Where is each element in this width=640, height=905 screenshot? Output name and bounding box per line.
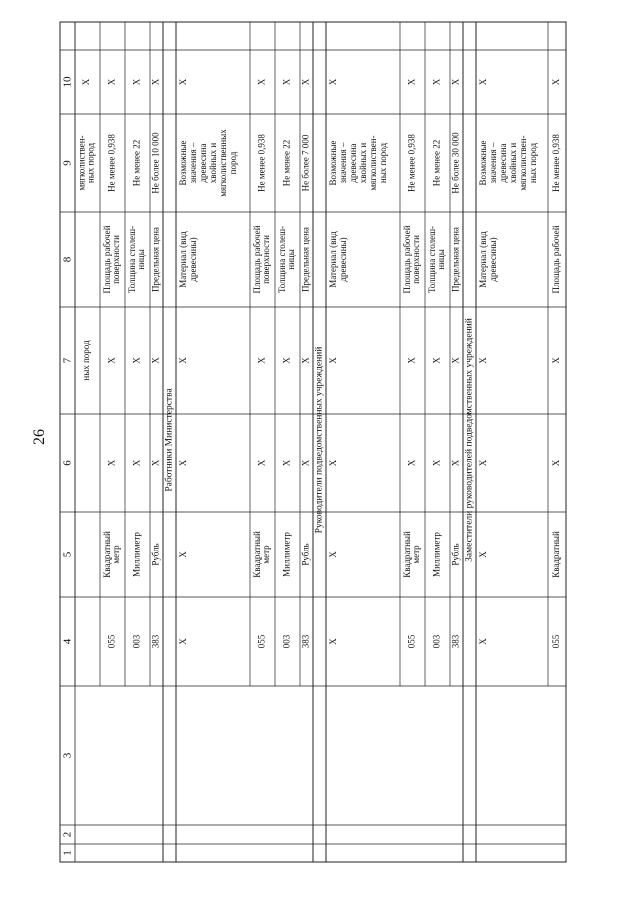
top-row2-col5-line-0: Рубль bbox=[150, 543, 161, 566]
section-2-material-col9-line-2: древесина bbox=[498, 143, 509, 183]
section-0-material-col9-line-0: Возможные bbox=[178, 140, 189, 186]
section-1-row2-col4: 383 bbox=[450, 634, 461, 649]
top-row1-col4: 003 bbox=[131, 634, 142, 649]
top-row2-col7: X bbox=[150, 357, 161, 364]
section-0-material-col8-line-0: Материал (вид bbox=[178, 231, 189, 288]
column-header-7: 7 bbox=[61, 357, 74, 364]
section-2-material-col4: X bbox=[478, 638, 489, 645]
section-0-row0-col9: Не менее 0,938 bbox=[256, 134, 267, 192]
section-1-material-col10: X bbox=[328, 78, 339, 86]
top-row1-col5-line-0: Миллиметр bbox=[131, 532, 142, 577]
top-row2-col9: Не более 10 000 bbox=[150, 132, 161, 194]
section-2-material-col9-line-5: ных пород bbox=[528, 142, 539, 184]
top-row0-col9: Не менее 0,938 bbox=[106, 134, 117, 192]
section-1-row0-col8-line-0: Площадь рабочей bbox=[402, 225, 413, 294]
section-0-row2-col6: X bbox=[300, 459, 311, 467]
top-row1-col9: Не менее 22 bbox=[131, 139, 142, 187]
top-row2-col10: X bbox=[150, 78, 161, 86]
section-0-material-col9-line-5: пород bbox=[228, 151, 239, 175]
section-0-row1-col10: X bbox=[281, 78, 292, 86]
section-1-material-col9-line-0: Возможные bbox=[328, 140, 339, 186]
section-1-material-col9-line-5: ных пород bbox=[378, 142, 389, 184]
column-header-2: 2 bbox=[61, 831, 74, 838]
top-row0-col7: X bbox=[106, 357, 117, 364]
section-1-row1-col6: X bbox=[431, 459, 442, 467]
section-0-row0-col5-line-1: метр bbox=[261, 545, 272, 564]
column-header-6: 6 bbox=[61, 460, 74, 466]
section-0-material-col9-line-2: древесина bbox=[198, 143, 209, 183]
cell-top-col10: X bbox=[81, 78, 92, 86]
section-0-row1-col6: X bbox=[281, 459, 292, 467]
section-0-row1-col9: Не менее 22 bbox=[281, 139, 292, 187]
section-2-material-col9-line-1: значения – bbox=[488, 142, 499, 184]
section-2-material-col9-line-3: хвойных и bbox=[508, 142, 519, 184]
section-0-row0-col6: X bbox=[256, 459, 267, 467]
section-1-row0-col9: Не менее 0,938 bbox=[406, 134, 417, 192]
top-row0-col5-line-0: Квадратный bbox=[102, 531, 113, 578]
section-2-material-col8-line-0: Материал (вид bbox=[478, 231, 489, 288]
section-2-material-col8-line-1: древесины) bbox=[488, 237, 499, 282]
top-row2-col4: 383 bbox=[150, 634, 161, 649]
section-0-row1-col5-line-0: Миллиметр bbox=[281, 532, 292, 577]
section-1-row0-col8-line-1: поверхности bbox=[411, 235, 422, 284]
column-header-3: 3 bbox=[61, 752, 74, 759]
section-1-material-col9-line-4: мягколиствен- bbox=[368, 135, 379, 191]
section-1-row1-col9: Не менее 22 bbox=[431, 139, 442, 187]
top-row1-col6: X bbox=[131, 459, 142, 467]
section-1-row1-col5-line-0: Миллиметр bbox=[431, 532, 442, 577]
section-title-2: Заместители руководителей подведомственных учреждений bbox=[464, 318, 475, 562]
section-1-material-col6: X bbox=[328, 459, 339, 467]
section-1-row0-col6: X bbox=[406, 459, 417, 467]
section-1-row0-col4: 055 bbox=[406, 634, 417, 649]
section-1-material-col8-line-1: древесины) bbox=[338, 237, 349, 282]
section-2-material-col9-line-0: Возможные bbox=[478, 140, 489, 186]
section-0-material-col6: X bbox=[178, 459, 189, 467]
top-row0-col10: X bbox=[106, 78, 117, 86]
section-2-row0-col5-line-0: Квадратный bbox=[551, 531, 562, 578]
top-row1-col10: X bbox=[131, 78, 142, 86]
section-0-row1-col7: X bbox=[281, 357, 292, 364]
top-row0-col4: 055 bbox=[106, 634, 117, 649]
section-0-row0-col5-line-0: Квадратный bbox=[252, 531, 263, 578]
section-0-material-col8-line-1: древесины) bbox=[188, 237, 199, 282]
section-0-row2-col5-line-0: Рубль bbox=[300, 543, 311, 566]
section-1-row0-col10: X bbox=[406, 78, 417, 86]
cell-top-col7: ных пород bbox=[81, 340, 92, 381]
section-2-row0-col10: X bbox=[551, 78, 562, 86]
section-1-material-col8-line-0: Материал (вид bbox=[328, 231, 339, 288]
section-2-material-col10: X bbox=[478, 78, 489, 86]
top-row1-col7: X bbox=[131, 357, 142, 364]
section-1-row2-col5-line-0: Рубль bbox=[450, 543, 461, 566]
top-row0-col8-line-0: Площадь рабочей bbox=[102, 225, 113, 294]
section-0-row1-col8-line-0: Толщина столеш- bbox=[277, 225, 288, 294]
section-0-row2-col7: X bbox=[300, 357, 311, 364]
section-2-material-col6: X bbox=[478, 459, 489, 467]
section-1-row0-col5-line-0: Квадратный bbox=[402, 531, 413, 578]
section-2-material-col9-line-4: мягколиствен- bbox=[518, 135, 529, 191]
section-0-row1-col4: 003 bbox=[281, 634, 292, 649]
top-row2-col6: X bbox=[150, 459, 161, 467]
section-0-row2-col8-line-0: Предельная цена bbox=[300, 227, 311, 292]
section-1-row2-col8-line-0: Предельная цена bbox=[450, 227, 461, 292]
cell-top-col9-line-1: ных пород bbox=[85, 142, 96, 184]
section-1-row1-col4: 003 bbox=[431, 634, 442, 649]
section-2-row0-col8-line-0: Площадь рабочей bbox=[551, 225, 562, 294]
section-0-row0-col8-line-1: поверхности bbox=[261, 235, 272, 284]
section-0-row0-col7: X bbox=[256, 357, 267, 364]
page-number: 26 bbox=[31, 429, 48, 445]
section-0-material-col10: X bbox=[178, 78, 189, 86]
top-row0-col5-line-1: метр bbox=[111, 545, 122, 564]
column-header-4: 4 bbox=[61, 638, 74, 645]
section-0-row0-col4: 055 bbox=[256, 634, 267, 649]
section-1-material-col7: X bbox=[328, 357, 339, 364]
section-0-row2-col9: Не более 7 000 bbox=[300, 134, 311, 192]
section-1-row2-col10: X bbox=[450, 78, 461, 86]
section-1-material-col9-line-2: древесина bbox=[348, 143, 359, 183]
section-2-material-col5: X bbox=[478, 551, 489, 558]
section-0-row0-col10: X bbox=[256, 78, 267, 86]
table-text-layer bbox=[62, 76, 562, 856]
section-1-material-col5: X bbox=[328, 551, 339, 558]
section-0-material-col7: X bbox=[178, 357, 189, 364]
section-0-material-col4: X bbox=[178, 638, 189, 645]
section-1-row1-col10: X bbox=[431, 78, 442, 86]
section-1-material-col9-line-1: значения – bbox=[338, 142, 349, 184]
section-1-row2-col9: Не более 30 000 bbox=[450, 132, 461, 194]
column-header-5: 5 bbox=[61, 551, 74, 558]
section-2-material-col7: X bbox=[478, 357, 489, 364]
section-title-0: Работники Министерства bbox=[164, 388, 175, 492]
column-header-1: 1 bbox=[61, 850, 74, 856]
section-title-1: Руководители подведомственных учреждений bbox=[314, 346, 325, 534]
column-header-10: 10 bbox=[61, 76, 74, 88]
column-header-8: 8 bbox=[61, 256, 74, 263]
section-0-row2-col4: 383 bbox=[300, 634, 311, 649]
section-0-material-col9-line-4: мягколиственных bbox=[218, 129, 229, 197]
top-row1-col8-line-1: ницы bbox=[136, 249, 147, 270]
column-header-9: 9 bbox=[61, 160, 74, 166]
section-2-row0-col6: X bbox=[551, 459, 562, 467]
section-1-row2-col7: X bbox=[450, 357, 461, 364]
top-row0-col6: X bbox=[106, 459, 117, 467]
section-0-row0-col8-line-0: Площадь рабочей bbox=[252, 225, 263, 294]
section-1-row2-col6: X bbox=[450, 459, 461, 467]
cell-top-col9-line-0: мягколиствен- bbox=[76, 135, 87, 191]
section-2-row0-col7: X bbox=[551, 357, 562, 364]
section-0-row1-col8-line-1: ницы bbox=[286, 249, 297, 270]
section-0-material-col9-line-3: хвойных и bbox=[208, 142, 219, 184]
section-1-row1-col7: X bbox=[431, 357, 442, 364]
section-1-row1-col8-line-1: ницы bbox=[436, 249, 447, 270]
section-0-row2-col10: X bbox=[300, 78, 311, 86]
section-0-material-col5: X bbox=[178, 551, 189, 558]
section-1-material-col9-line-3: хвойных и bbox=[358, 142, 369, 184]
section-0-material-col9-line-1: значения – bbox=[188, 142, 199, 184]
top-row0-col8-line-1: поверхности bbox=[111, 235, 122, 284]
section-1-row0-col7: X bbox=[406, 357, 417, 364]
section-2-row0-col9: Не менее 0,938 bbox=[551, 134, 562, 192]
top-row2-col8-line-0: Предельная цена bbox=[150, 227, 161, 292]
top-row1-col8-line-0: Толщина столеш- bbox=[127, 225, 138, 294]
section-2-row0-col4: 055 bbox=[551, 634, 562, 649]
section-1-row0-col5-line-1: метр bbox=[411, 545, 422, 564]
section-1-row1-col8-line-0: Толщина столеш- bbox=[427, 225, 438, 294]
section-1-material-col4: X bbox=[328, 638, 339, 645]
